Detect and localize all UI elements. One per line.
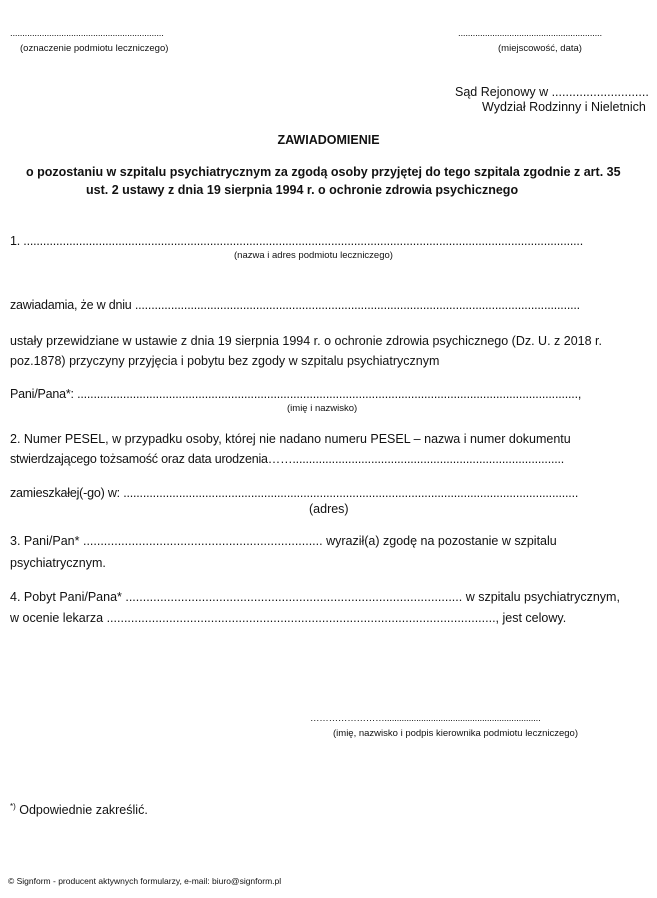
- issuer-dots: ...............................................................: [10, 28, 164, 39]
- facility-line: 1. ...........................................................................................................................................................................: [10, 234, 583, 248]
- court-name: Sąd Rejonowy w ............................: [455, 85, 649, 99]
- date-line: zawiadamia, że w dniu ........................................................................................................................................: [10, 298, 580, 312]
- person-label: (imię i nazwisko): [287, 403, 358, 414]
- footnote-text: Odpowiednie zakreślić.: [15, 803, 148, 818]
- notice-text-line1: ustały przewidziane w ustawie z dnia 19 sierpnia 1994 r. o ochronie zdrowia psychicznego (Dz. U. z 2018 r.: [10, 334, 602, 348]
- signature-dots: ……………………................................................................: [310, 713, 541, 724]
- court-department: Wydział Rodzinny i Nieletnich: [482, 100, 646, 114]
- signature-label: (imię, nazwisko i podpis kierownika podmiotu leczniczego): [333, 728, 578, 739]
- pesel-line1: 2. Numer PESEL, w przypadku osoby, której nie nadano numeru PESEL – nazwa i numer dokumentu: [10, 432, 571, 446]
- consent-line1: 3. Pani/Pan* ..................................................................... wyraził(a) zgodę na pozostanie w szpitalu: [10, 534, 557, 548]
- notice-text-line2: poz.1878) przyczyny przyjęcia i pobytu bez zgody w szpitalu psychiatrycznym: [10, 354, 440, 368]
- document-subtitle-line2: ust. 2 ustawy z dnia 19 sierpnia 1994 r. o ochronie zdrowia psychicznego: [86, 183, 519, 197]
- footnote-marker: *): [10, 802, 16, 811]
- issuer-label: (oznaczenie podmiotu leczniczego): [20, 43, 169, 54]
- stay-line2: w ocenie lekarza ................................................................................................................, jest celowy.: [10, 611, 567, 625]
- pesel-line2: stwierdzającego tożsamość oraz data urodzenia……...................................................................................: [10, 452, 565, 466]
- footnote: [10, 802, 148, 817]
- document-title: ZAWIADOMIENIE: [277, 133, 380, 147]
- place-date-label: (miejscowość, data): [498, 43, 582, 54]
- place-date-dots: ...........................................................: [458, 28, 602, 39]
- consent-line2: psychiatrycznym.: [10, 556, 106, 570]
- stay-line1: 4. Pobyt Pani/Pana* ................................................................................................. w szpitalu psychiatrycznym,: [10, 590, 620, 604]
- facility-label: (nazwa i adres podmiotu leczniczego): [234, 250, 393, 261]
- address-line: zamieszkałej(-go) w: ...........................................................................................................................................: [10, 486, 579, 500]
- address-label: (adres): [309, 502, 349, 516]
- footer-copyright: © Signform - producent aktywnych formularzy, e-mail: biuro@signform.pl: [8, 876, 282, 886]
- document-subtitle-line1: o pozostaniu w szpitalu psychiatrycznym za zgodą osoby przyjętej do tego szpitala zgodnie z art. 35: [26, 165, 621, 179]
- person-line: Pani/Pana*: .........................................................................................................................................................,: [10, 387, 582, 401]
